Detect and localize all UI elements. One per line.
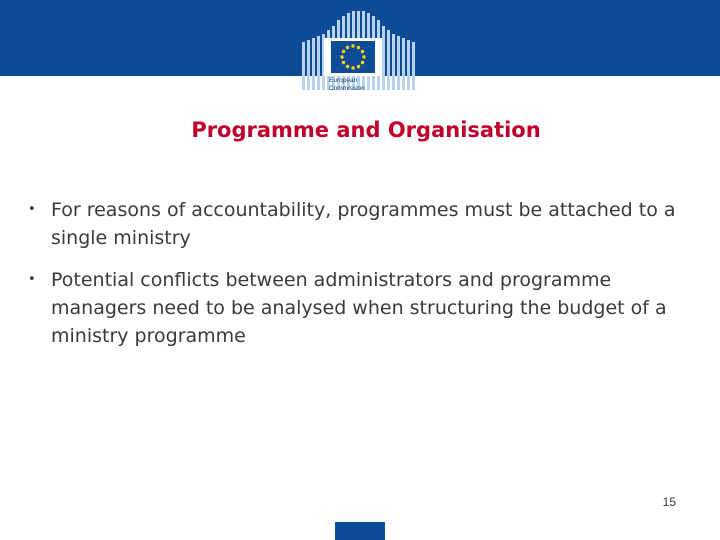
- bullet-text: For reasons of accountability, programmes must be attached to a single ministry: [51, 199, 676, 249]
- bullet-list: [28, 196, 698, 350]
- bullet-dot-icon: •: [28, 202, 36, 217]
- slide-title: Programme and Organisation: [191, 118, 541, 142]
- bullet-item: [28, 266, 698, 350]
- bullet-dot-icon: •: [28, 272, 36, 287]
- page-number: 15: [662, 495, 676, 509]
- bullet-text: Potential conflicts between administrators and programme managers need to be analysed when structuring the budget of a ministry programme: [51, 269, 667, 347]
- logo-wordmark: [329, 77, 409, 92]
- logo-line-european: European: [329, 77, 358, 84]
- bullet-item: [28, 196, 698, 252]
- footer-tab: [335, 522, 385, 540]
- logo-line-commission: Commission: [329, 84, 365, 92]
